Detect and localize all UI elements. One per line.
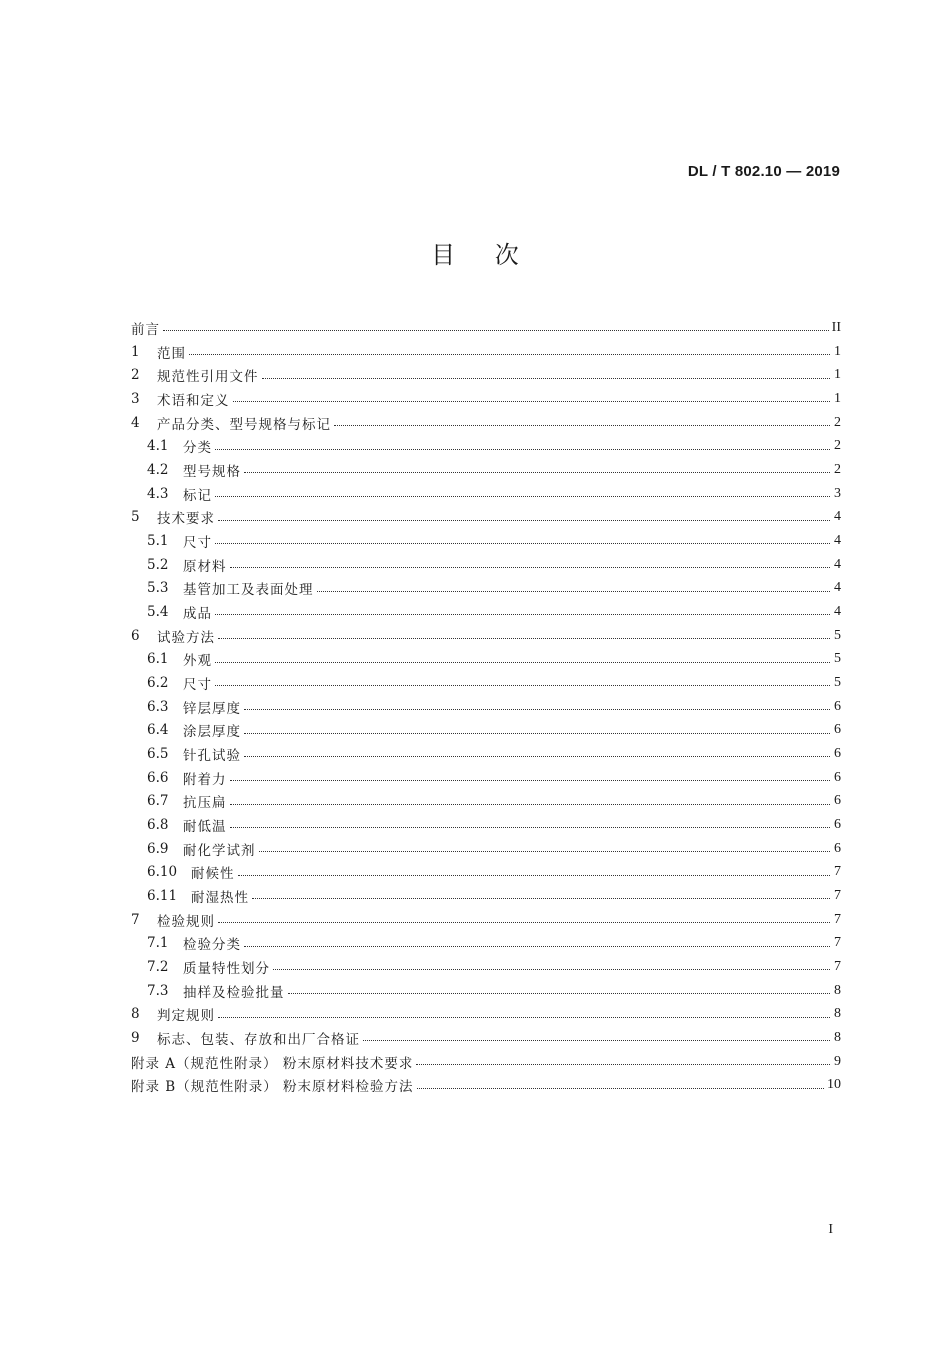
- dot-leader: [244, 733, 830, 734]
- dot-leader: [334, 425, 830, 426]
- toc-entry-number: 6.4: [147, 722, 169, 739]
- toc-entry[interactable]: [131, 837, 841, 861]
- dot-leader: [215, 449, 830, 450]
- toc-entry-page: 6: [834, 698, 841, 714]
- toc-entry-label: 试验方法: [157, 629, 215, 646]
- dot-leader: [215, 685, 830, 686]
- toc-entry-page: 4: [834, 580, 841, 596]
- toc-entry-page: 8: [834, 1006, 841, 1022]
- toc-entry[interactable]: [131, 695, 841, 719]
- toc-entry-page: 1: [834, 343, 841, 359]
- toc-entry-label: 外观: [183, 653, 212, 670]
- toc-entry-number: 6.6: [147, 769, 169, 786]
- toc-entry[interactable]: [131, 813, 841, 837]
- dot-leader: [215, 662, 830, 663]
- toc-entry-page: 6: [834, 840, 841, 856]
- toc-entry-page: 4: [834, 603, 841, 619]
- toc-entry-label: 检验分类: [183, 937, 241, 954]
- toc-entry-number: 7.2: [147, 958, 169, 975]
- toc-entry-number: 5.4: [147, 603, 169, 620]
- toc-entry[interactable]: [131, 860, 841, 884]
- toc-entry-number: 6.11: [147, 887, 178, 904]
- toc-entry-page: 10: [827, 1077, 841, 1093]
- dot-leader: [218, 520, 830, 521]
- dot-leader: [189, 354, 830, 355]
- toc-entry-label: 判定规则: [157, 1008, 215, 1025]
- dot-leader: [259, 851, 831, 852]
- toc-entry[interactable]: [131, 434, 841, 458]
- dot-leader: [244, 472, 830, 473]
- dot-leader: [244, 709, 830, 710]
- toc-entry[interactable]: [131, 1050, 841, 1074]
- toc-entry-page: 7: [834, 935, 841, 951]
- toc-entry-page: 7: [834, 864, 841, 880]
- dot-leader: [262, 378, 831, 379]
- toc-entry-number: 4.2: [147, 461, 169, 478]
- toc-entry-label: 尺寸: [183, 676, 212, 693]
- toc-entry-label: 标志、包装、存放和出厂合格证: [157, 1031, 360, 1048]
- toc-entry-page: 6: [834, 769, 841, 785]
- toc-entry-number: 7: [131, 911, 140, 928]
- toc-entry[interactable]: [131, 884, 841, 908]
- dot-leader: [416, 1064, 830, 1065]
- toc-entry-page: 4: [834, 556, 841, 572]
- toc-entry-label: 范围: [157, 345, 186, 362]
- toc-entry[interactable]: [131, 600, 841, 624]
- toc-entry-page: II: [831, 319, 841, 335]
- toc-entry-page: 5: [834, 627, 841, 643]
- toc-entry-number: 6.10: [147, 864, 178, 881]
- toc-entry-label: 针孔试验: [183, 747, 241, 764]
- toc-entry-label: 耐候性: [191, 866, 235, 883]
- toc-entry-label: 技术要求: [157, 511, 215, 528]
- toc-entry[interactable]: [131, 482, 841, 506]
- toc-entry[interactable]: [131, 647, 841, 671]
- toc-entry-page: 8: [834, 982, 841, 998]
- toc-entry-number: 1: [131, 343, 140, 360]
- toc-entry[interactable]: [131, 671, 841, 695]
- dot-leader: [233, 401, 831, 402]
- toc-entry[interactable]: [131, 908, 841, 932]
- dot-leader: [252, 898, 830, 899]
- toc-entry-number: 8: [131, 1006, 140, 1023]
- toc-entry-label: 抽样及检验批量: [183, 984, 285, 1001]
- toc-entry-page: 5: [834, 651, 841, 667]
- toc-entry-page: 9: [834, 1053, 841, 1069]
- toc-entry-label: 耐化学试剂: [183, 842, 256, 859]
- toc-entry[interactable]: [131, 1002, 841, 1026]
- toc-entry[interactable]: [131, 458, 841, 482]
- toc-entry-page: 8: [834, 1029, 841, 1045]
- toc-entry[interactable]: [131, 387, 841, 411]
- dot-leader: [218, 922, 830, 923]
- toc-entry-number: 6.2: [147, 674, 169, 691]
- toc-entry-label: 涂层厚度: [183, 724, 241, 741]
- toc-entry-label: 检验规则: [157, 913, 215, 930]
- toc-entry[interactable]: [131, 718, 841, 742]
- dot-leader: [215, 614, 830, 615]
- toc-entry[interactable]: [131, 742, 841, 766]
- dot-leader: [244, 756, 830, 757]
- toc-entry-label: 规范性引用文件: [157, 369, 259, 386]
- toc-entry-number: 6.3: [147, 698, 169, 715]
- dot-leader: [273, 969, 830, 970]
- toc-entry-label: 术语和定义: [157, 392, 230, 409]
- toc-entry-page: 6: [834, 745, 841, 761]
- page-title: 目 次: [431, 241, 519, 269]
- dot-leader: [417, 1088, 824, 1089]
- toc-entry[interactable]: [131, 979, 841, 1003]
- toc-entry-number: 5.3: [147, 580, 169, 597]
- toc-entry-number: 6.7: [147, 793, 169, 810]
- dot-leader: [230, 804, 831, 805]
- toc-entry[interactable]: [131, 363, 841, 387]
- toc-entry[interactable]: [131, 624, 841, 648]
- dot-leader: [244, 946, 830, 947]
- toc-entry[interactable]: [131, 553, 841, 577]
- toc-entry[interactable]: [131, 576, 841, 600]
- toc-entry[interactable]: [131, 1074, 841, 1098]
- toc-entry-label: 耐湿热性: [191, 889, 249, 906]
- toc-entry-label: 附录 B（规范性附录） 粉末原材料检验方法: [131, 1079, 414, 1096]
- dot-leader: [317, 591, 831, 592]
- toc-entry-number: 5.2: [147, 556, 169, 573]
- toc-entry-page: 6: [834, 793, 841, 809]
- toc-entry-page: 1: [834, 390, 841, 406]
- toc-entry[interactable]: [131, 529, 841, 553]
- toc-entry-label: 耐低温: [183, 818, 227, 835]
- document-code: DL / T 802.10 — 2019: [687, 163, 840, 180]
- dot-leader: [163, 330, 829, 331]
- toc-entry-label: 型号规格: [183, 463, 241, 480]
- toc-entry[interactable]: [131, 789, 841, 813]
- dot-leader: [363, 1040, 830, 1041]
- toc-entry-page: 7: [834, 911, 841, 927]
- toc-entry-number: 9: [131, 1029, 140, 1046]
- toc-entry-page: 4: [834, 532, 841, 548]
- toc-entry[interactable]: [131, 955, 841, 979]
- toc-entry-label: 产品分类、型号规格与标记: [157, 416, 331, 433]
- dot-leader: [215, 543, 830, 544]
- toc-entry-page: 5: [834, 674, 841, 690]
- toc-entry-page: 7: [834, 958, 841, 974]
- toc-entry-number: 6.1: [147, 651, 169, 668]
- toc-entry[interactable]: [131, 766, 841, 790]
- toc-entry[interactable]: [131, 931, 841, 955]
- table-of-contents: [131, 316, 841, 1097]
- toc-entry-label: 前言: [131, 321, 160, 338]
- toc-entry[interactable]: [131, 411, 841, 435]
- toc-entry-page: 6: [834, 816, 841, 832]
- toc-entry-page: 1: [834, 367, 841, 383]
- toc-entry[interactable]: [131, 1026, 841, 1050]
- toc-entry-number: 5: [131, 509, 140, 526]
- toc-entry-label: 成品: [183, 605, 212, 622]
- page-number: I: [828, 1222, 833, 1237]
- toc-entry-label: 标记: [183, 487, 212, 504]
- dot-leader: [238, 875, 831, 876]
- toc-entry-page: 4: [834, 509, 841, 525]
- toc-entry-label: 附着力: [183, 771, 227, 788]
- toc-entry-label: 质量特性划分: [183, 960, 270, 977]
- dot-leader: [230, 827, 831, 828]
- toc-entry[interactable]: [131, 316, 841, 340]
- toc-entry-page: 7: [834, 887, 841, 903]
- toc-entry-number: 6.8: [147, 816, 169, 833]
- toc-entry-page: 6: [834, 722, 841, 738]
- toc-entry-number: 6.9: [147, 840, 169, 857]
- toc-entry[interactable]: [131, 340, 841, 364]
- toc-entry-number: 4: [131, 414, 140, 431]
- toc-entry-number: 6: [131, 627, 140, 644]
- dot-leader: [230, 780, 831, 781]
- toc-entry-number: 3: [131, 390, 140, 407]
- toc-entry-number: 6.5: [147, 745, 169, 762]
- dot-leader: [288, 993, 831, 994]
- toc-entry-number: 2: [131, 367, 140, 384]
- toc-entry-label: 分类: [183, 440, 212, 457]
- toc-entry-number: 7.3: [147, 982, 169, 999]
- toc-entry-label: 原材料: [183, 558, 227, 575]
- toc-entry-page: 3: [834, 485, 841, 501]
- toc-entry-label: 抗压扁: [183, 795, 227, 812]
- toc-entry-label: 基管加工及表面处理: [183, 582, 314, 599]
- toc-entry-page: 2: [834, 461, 841, 477]
- toc-entry-page: 2: [834, 438, 841, 454]
- toc-entry-label: 尺寸: [183, 534, 212, 551]
- toc-entry-number: 4.1: [147, 438, 169, 455]
- dot-leader: [230, 567, 831, 568]
- toc-entry-number: 4.3: [147, 485, 169, 502]
- toc-entry-number: 5.1: [147, 532, 169, 549]
- toc-entry-page: 2: [834, 414, 841, 430]
- toc-entry[interactable]: [131, 505, 841, 529]
- toc-entry-number: 7.1: [147, 935, 169, 952]
- dot-leader: [215, 496, 830, 497]
- toc-entry-label: 锌层厚度: [183, 700, 241, 717]
- dot-leader: [218, 638, 830, 639]
- toc-entry-label: 附录 A（规范性附录） 粉末原材料技术要求: [131, 1055, 414, 1072]
- dot-leader: [218, 1017, 830, 1018]
